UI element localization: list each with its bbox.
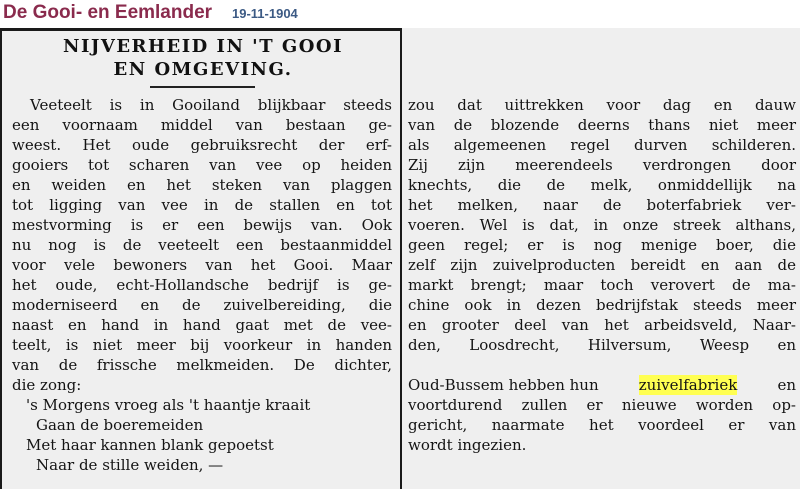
right-column-line: markt brengt; maar toch verovert de ma- [408, 276, 796, 294]
right-column-line: het melken, naar de boterfabriek ver- [408, 196, 796, 214]
clipping-top-border [0, 28, 400, 31]
left-column-line: die zong: [12, 376, 82, 394]
left-column-line: nu nog is de veeteelt een bestaanmiddel [12, 236, 392, 254]
article-headline-line-2: EN OMGEVING. [113, 59, 293, 80]
right-column-line: zou dat uittrekken voor dag en dauw [408, 96, 796, 114]
right-column-line: geen regel; er is nog menige boer, die [408, 236, 796, 254]
right-column-line: zelf zijn zuivelproducten bereidt en aan de [408, 256, 796, 274]
highlight-line [408, 375, 796, 395]
right-column-line: voeren. Wel is dat, in onze streek althans, [408, 216, 796, 234]
left-column-line: van de frissche melkmeiden. De dichter, [12, 356, 392, 374]
right-column-line: den, Loosdrecht, Hilversum, Weesp en [408, 336, 796, 354]
right-column-line: gericht, naarmate het voordeel er van [408, 416, 796, 434]
left-column-line: Veeteelt is in Gooiland blijkbaar steeds [30, 96, 392, 114]
right-column-line: als algemeenen regel durven schilderen. [408, 136, 796, 154]
poem-line: Gaan de boeremeiden [36, 416, 204, 434]
clipping-header [0, 0, 800, 28]
right-column-line: van de blozende deerns thans niet meer [408, 116, 796, 134]
left-column-line: gooiers tot scharen van vee op heiden [12, 156, 392, 174]
column-divider [400, 28, 402, 489]
publication-title: De Gooi- en Eemlander [3, 2, 213, 23]
right-column-line: wordt ingezien. [408, 436, 527, 454]
left-column-line: en weiden en het steken van plaggen [12, 176, 392, 194]
left-column-line: mestvorming is er een bewijs van. Ook [12, 216, 392, 234]
right-column-line: Zij zijn meerendeels verdrongen door [408, 156, 796, 174]
highlight-line-after: en [777, 376, 796, 394]
right-column-line: voortdurend zullen er nieuwe worden op- [408, 396, 796, 414]
right-column-line: en grooter deel van het arbeidsveld, Naar- [408, 316, 796, 334]
left-column-line: tot ligging van vee in de stallen en tot [12, 196, 392, 214]
poem-line: 's Morgens vroeg als 't haantje kraait [26, 396, 311, 414]
search-highlight-zuivelfabriek: zuivelfabriek [638, 376, 738, 394]
article-headline-line-1: NIJVERHEID IN 'T GOOI [62, 36, 344, 57]
poem-line: Met haar kannen blank gepoetst [26, 436, 274, 454]
publication-date: 19-11-1904 [232, 6, 298, 21]
headline-rule [150, 86, 255, 88]
left-column-line: voor vele bewoners van het Gooi. Maar [12, 256, 392, 274]
left-column-line: moderniseerd en de zuivelbereiding, die [12, 296, 392, 314]
left-column-line: het oude, echt-Hollandsche bedrijf is ge- [12, 276, 392, 294]
right-column-line: chine ook in dezen bedrijfstak steeds meer [408, 296, 796, 314]
poem-line: Naar de stille weiden, — [36, 456, 224, 474]
highlight-line-before: Oud-Bussem hebben hun [408, 376, 599, 394]
right-column-line: knechts, die de melk, onmiddellijk na [408, 176, 796, 194]
left-column-line: teelt, is niet meer bij voorkeur in handen [12, 336, 392, 354]
clipping-left-border [0, 28, 2, 489]
left-column-line: een voornaam middel van bestaan ge- [12, 116, 392, 134]
left-column-line: weest. Het oude gebruiksrecht der erf- [12, 136, 392, 154]
left-column-line: naast en hand in hand gaat met de vee- [12, 316, 392, 334]
